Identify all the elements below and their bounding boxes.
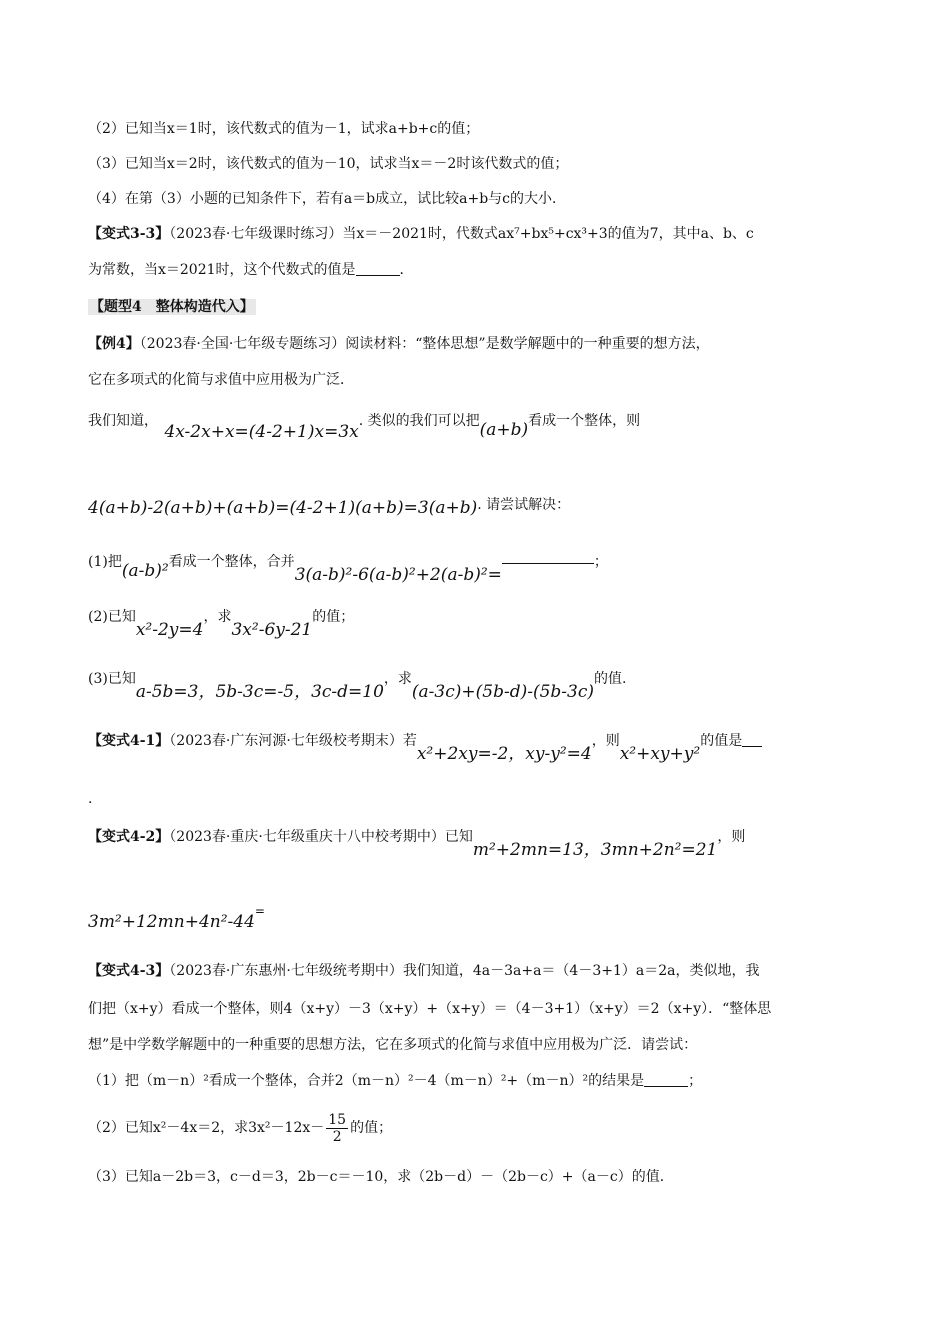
variant-4-3-q2-text-b: 的值； xyxy=(350,1120,393,1136)
example-4-big-equation-line xyxy=(88,494,571,518)
variant-4-1-equation: x²+2xy=-2，xy-y²=4 xyxy=(416,744,592,764)
question-3: （3）已知当x＝2时，该代数式的值为－10，试求当x＝－2时该代数式的值； xyxy=(88,156,569,172)
variant-4-3-line1 xyxy=(88,961,759,981)
big-equation-tail: . 请尝试解决： xyxy=(477,497,571,513)
part-3-text-b: ，求 xyxy=(383,671,412,687)
variant-4-2-tag: 【变式4-2】 xyxy=(88,829,170,845)
example-4-know-line xyxy=(88,410,641,442)
fraction xyxy=(326,1112,348,1145)
part-3-line xyxy=(88,668,627,702)
question-4: （4）在第（3）小题的已知条件下，若有a＝b成立，试比较a+b与c的大小． xyxy=(88,191,567,207)
variant-4-1-dot: . xyxy=(88,791,93,807)
know-text-a: 我们知道， xyxy=(88,413,158,429)
fraction-numerator: 15 xyxy=(328,1111,347,1128)
part-1-expression: (a-b)² xyxy=(121,561,169,581)
example-4-text-a: （2023春·全国·七年级专题练习）阅读材料：“整体思想”是数学解题中的一种重要的想方法， xyxy=(139,336,710,352)
variant-4-1-source: （2023春·广东河源·七年级校考期末）若 xyxy=(169,733,417,749)
variant-4-3-text-a: （2023春·广东惠州·七年级统考期中）我们知道，4a－3a+a＝（4－3+1）a＝2a，类似地，我 xyxy=(169,963,760,979)
variant-3-3-text-a: 当x＝－2021时，代数式ax⁷+bx⁵+cx³+3的值为7，其中a、b、c xyxy=(342,226,754,242)
know-text-c: 看成一个整体，则 xyxy=(528,413,641,429)
question-2: （2）已知当x＝1时，该代数式的值为－1，试求a+b+c的值； xyxy=(88,121,480,137)
variant-4-2-text-b: ，则 xyxy=(717,829,746,845)
variant-4-2-equals: = xyxy=(254,904,265,918)
example-4-line2: 它在多项式的化简与求值中应用极为广泛． xyxy=(88,372,354,388)
example-4-tag: 【例4】 xyxy=(88,336,140,352)
variant-4-3-q2-text-a: （2）已知x²－4x＝2，求3x²－12x－ xyxy=(88,1120,325,1136)
part-2-text-b: ，求 xyxy=(203,609,232,625)
part-2-expression: 3x²-6y-21 xyxy=(231,620,313,640)
variant-4-3-line3: 想”是中学数学解题中的一种重要的思想方法，它在多项式的化简与求值中应用极为广泛．请尝试： xyxy=(88,1037,698,1053)
fraction-denominator: 2 xyxy=(332,1128,342,1145)
variant-4-1-expression: x²+xy+y² xyxy=(619,744,701,764)
variant-3-3-source: （2023春·七年级课时练习） xyxy=(169,226,343,242)
variant-4-3-q1-blank[interactable] xyxy=(644,1072,688,1087)
variant-4-3-q3: （3）已知a－2b＝3，c－d＝3，2b－c＝－10，求（2b－d）－（2b－c）+（a－c）的值． xyxy=(88,1169,674,1185)
variant-3-3-line1 xyxy=(88,224,754,244)
example-4-line1 xyxy=(88,334,710,354)
part-3-text-c: 的值. xyxy=(594,671,627,687)
variant-4-1-text-c: 的值是 xyxy=(700,733,743,749)
variant-4-2-source: （2023春·重庆·七年级重庆十八中校考期中）已知 xyxy=(169,829,473,845)
know-ab-expression: (a+b) xyxy=(479,420,529,440)
variant-4-2-line xyxy=(88,826,746,860)
variant-4-3-q1 xyxy=(88,1071,702,1091)
big-equation: 4(a+b)-2(a+b)+(a+b)=(4-2+1)(a+b)=3(a+b) xyxy=(88,498,478,518)
part-2-equation: x²-2y=4 xyxy=(135,620,204,640)
know-text-b: . 类似的我们可以把 xyxy=(358,413,480,429)
variant-4-2-expression: 3m²+12mn+4n²-44 xyxy=(88,912,255,932)
variant-3-3-text-b: 为常数，当x＝2021时，这个代数式的值是 xyxy=(88,262,356,278)
variant-4-1-tag: 【变式4-1】 xyxy=(88,733,170,749)
variant-4-3-line2: 们把（x+y）看成一个整体，则4（x+y）－3（x+y）+（x+y）＝（4－3+1）（x+y）＝2（x+y）．“整体思 xyxy=(88,1001,772,1017)
part-2-text-a: (2)已知 xyxy=(88,609,136,625)
part-1-text-b: 看成一个整体，合并 xyxy=(168,554,295,570)
know-equation: 4x-2x+x=(4-2+1)x=3x xyxy=(164,422,359,442)
part-1-equation: 3(a-b)²-6(a-b)²+2(a-b)²= xyxy=(294,565,502,585)
variant-4-2-expression-line xyxy=(88,904,265,933)
part-3-text-a: (3)已知 xyxy=(88,671,136,687)
variant-3-3-line2: 为常数，当x＝2021时，这个代数式的值是 ． xyxy=(88,262,414,278)
variant-4-3-q1-end: ； xyxy=(688,1073,703,1089)
variant-4-1-line xyxy=(88,730,762,764)
part-3-equation: a-5b=3，5b-3c=-5，3c-d=10 xyxy=(135,682,384,702)
part-1-end: ； xyxy=(593,554,608,570)
section-header-label: 【题型4 整体构造代入】 xyxy=(90,299,254,315)
part-2-text-c: 的值； xyxy=(312,609,355,625)
part-2-line xyxy=(88,606,355,640)
variant-4-3-q2 xyxy=(88,1108,392,1148)
section-header-4 xyxy=(88,297,256,317)
variant-3-3-tag: 【变式3-3】 xyxy=(88,226,170,242)
variant-4-2-equation: m²+2mn=13，3mn+2n²=21 xyxy=(472,840,718,860)
variant-4-1-answer-blank[interactable] xyxy=(742,732,762,747)
answer-blank[interactable] xyxy=(356,261,400,276)
part-1-line xyxy=(88,549,608,585)
variant-4-1-text-b: ，则 xyxy=(591,733,620,749)
part-1-text-a: (1)把 xyxy=(88,554,122,570)
part-3-expression: (a-3c)+(5b-d)-(5b-3c) xyxy=(411,682,595,702)
variant-4-3-q1-text: （1）把（m－n）²看成一个整体，合并2（m－n）²－4（m－n）²+（m－n）²的结果是 xyxy=(88,1073,645,1089)
part-1-answer-blank[interactable] xyxy=(502,549,594,564)
variant-4-3-tag: 【变式4-3】 xyxy=(88,963,170,979)
